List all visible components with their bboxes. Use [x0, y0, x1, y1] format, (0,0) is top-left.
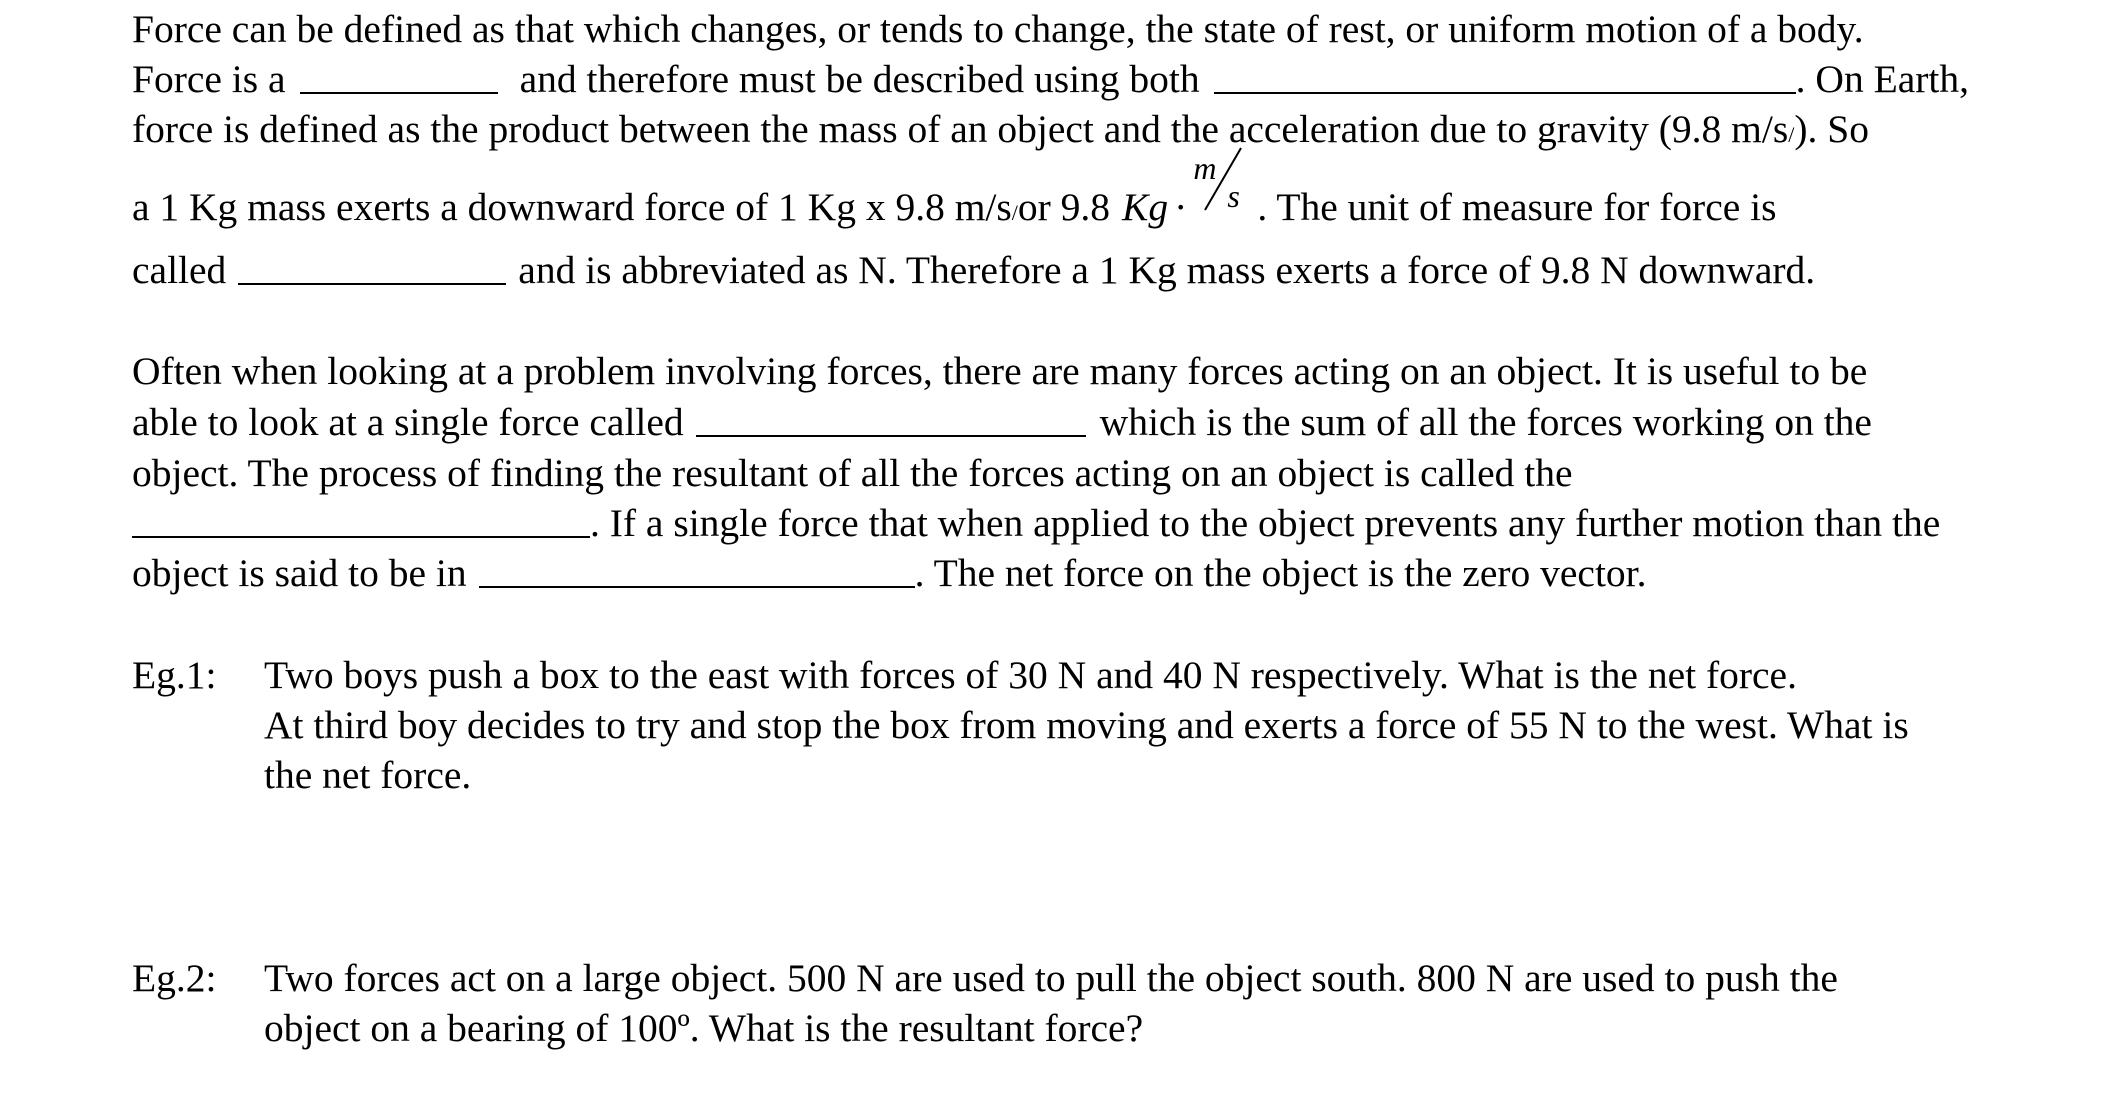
para2-line1-text: Often when looking at a problem involving forces, there are many forces acting on an object. It is useful to be	[132, 349, 1868, 393]
eg1-line2	[264, 703, 1909, 747]
eg1-line2-text: At third boy decides to try and stop the box from moving and exerts a force of 55 N to the west. What is	[264, 703, 1909, 747]
unit-m: m	[1193, 150, 1217, 186]
para2-line4-text-b: . If a single force that when applied to the object prevents any further motion than the	[590, 501, 1941, 545]
para2-line2-text-b: which is the sum of all the forces working on the	[1099, 400, 1872, 444]
para1-line2-text-a: Force is a	[132, 57, 286, 101]
blank-unit-name[interactable]	[238, 282, 506, 285]
unit-kg: Kg	[1122, 185, 1169, 229]
para2-line3	[132, 451, 1573, 495]
eg2-line2	[264, 1006, 1144, 1050]
para1-line2	[132, 57, 1969, 101]
para1-line4-text-a: a 1 Kg mass exerts a downward force of 1 Kg x 9.8 m/s	[132, 185, 1012, 229]
para1-line2-text-b: and therefore must be described using both	[519, 57, 1200, 101]
blank-equilibrium[interactable]	[479, 585, 915, 588]
para2-line1	[132, 349, 1868, 393]
eg1-line1-text: Two boys push a box to the east with forces of 30 N and 40 N respectively. What is the net force.	[264, 653, 1797, 697]
eg1-line3-text: the net force.	[264, 753, 472, 797]
para1-line2-text-c: . On Earth,	[1795, 57, 1969, 101]
para1-line4-text-b: or 9.8	[1017, 185, 1111, 229]
eg1-label: Eg.1:	[132, 653, 217, 697]
para1-line3-end: ). So	[1794, 107, 1869, 151]
para2-line5	[132, 551, 1647, 595]
unit-fraction	[1193, 150, 1257, 220]
blank-magnitude-direction[interactable]	[1214, 91, 1796, 94]
para1-line3-text: force is defined as the product between the mass of an object and the acceleration due to gravity (9.8 m/s	[132, 107, 1789, 151]
para1-line1	[132, 7, 1864, 51]
para2-line5-text-b: . The net force on the object is the zero vector.	[914, 551, 1647, 595]
para1-line5-text-a: called	[132, 248, 227, 292]
eg1-line3	[264, 753, 472, 797]
para1-line4-text-c: . The unit of measure for force is	[1257, 185, 1777, 229]
blank-resultant-force[interactable]	[696, 434, 1086, 437]
para1-line5-text-b: and is abbreviated as N. Therefore a 1 Kg mass exerts a force of 9.8 N downward.	[518, 248, 1816, 292]
unit-kg-m-per-s	[1122, 150, 1257, 229]
para1-line4: a 1 Kg mass exerts a downward force of 1 Kg x 9.8 m/s / or 9.8 Kg · m s . The unit of measure for force is	[132, 180, 1776, 228]
eg2-line1	[132, 956, 1838, 1000]
eg2-line2-text: object on a bearing of 100º. What is the resultant force?	[264, 1006, 1144, 1050]
eg2-line1-text: Two forces act on a large object. 500 N are used to pull the object south. 800 N are used to push the	[264, 956, 1838, 1000]
para1-line1-text: Force can be defined as that which changes, or tends to change, the state of rest, or uniform motion of a body.	[132, 7, 1864, 51]
unit-s: s	[1227, 178, 1240, 214]
para2-line3-text: object. The process of finding the resultant of all the forces acting on an object is called the	[132, 451, 1573, 495]
eg1-line1	[132, 653, 1797, 697]
para1-line5	[132, 248, 1816, 292]
blank-force-type[interactable]	[300, 91, 498, 94]
para2-line4	[132, 501, 1941, 545]
para2-line5-text-a: object is said to be in	[132, 551, 467, 595]
eg2-label: Eg.2:	[132, 956, 217, 1000]
blank-resolution-process[interactable]	[132, 535, 590, 538]
para1-line3: force is defined as the product between the mass of an object and the acceleration due to gravity (9.8 m/s / ). So	[132, 107, 1869, 151]
para2-line2-text-a: able to look at a single force called	[132, 400, 684, 444]
unit-dot: ·	[1174, 185, 1188, 229]
para2-line2	[132, 400, 1872, 444]
